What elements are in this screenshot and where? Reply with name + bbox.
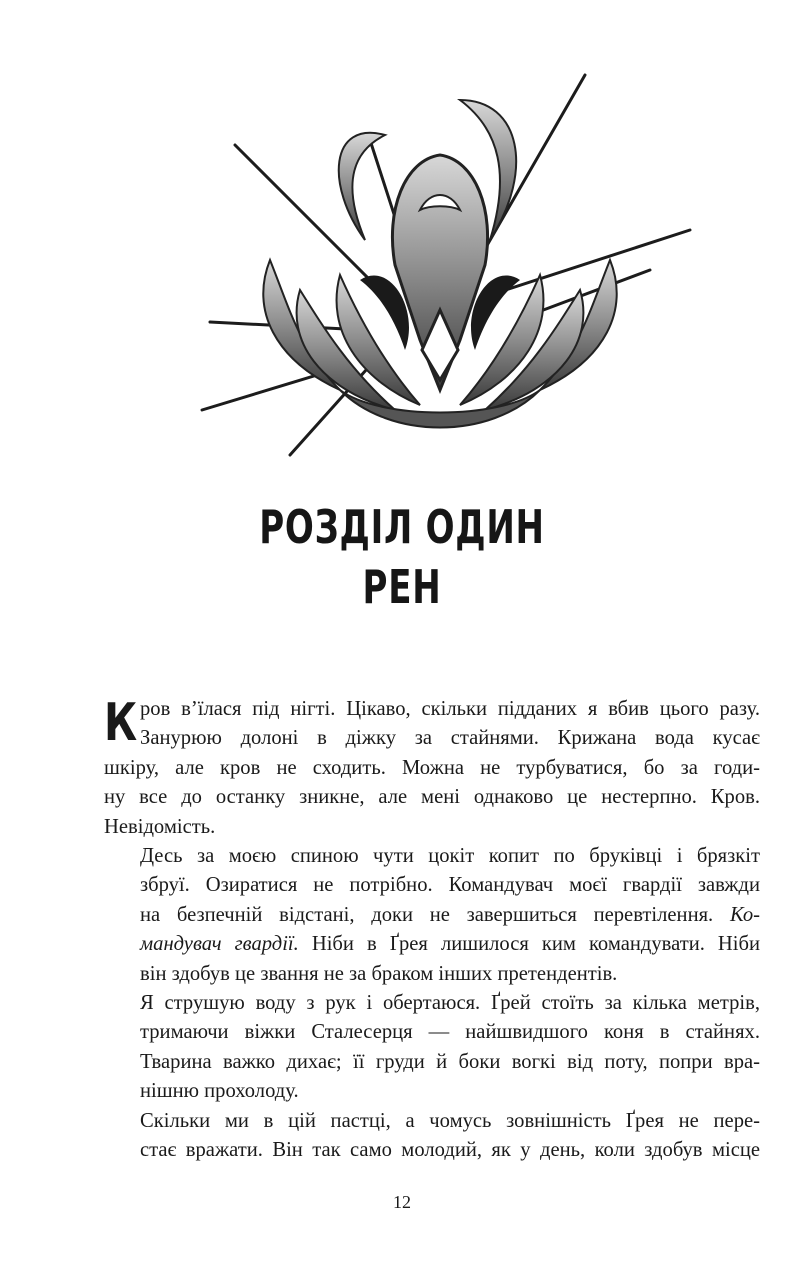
text-line: Тварина важко дихає; її груди й боки вогкі від поту, попри вра- bbox=[140, 1050, 760, 1073]
text-line: Десь за моєю спиною чути цокіт копит по бруківці і брязкіт bbox=[140, 845, 760, 868]
page-number: 12 bbox=[393, 1192, 411, 1212]
text-line: мандувач гвардії. Ніби в Ґрея лишилося ким командувати. Ніби bbox=[140, 933, 760, 956]
chapter-title: РОЗДІЛ ОДИН bbox=[259, 500, 545, 554]
italic-emphasis: Ко- bbox=[729, 903, 760, 926]
text-line: ров в’їлася під нігті. Цікаво, скільки підданих я вбив цього разу. bbox=[140, 698, 760, 720]
text-line: стає вражати. Він так само молодий, як у день, коли здобув місце bbox=[140, 1139, 760, 1162]
text-line: Я струшую воду з рук і обертаюся. Ґрей стоїть за кілька метрів, bbox=[140, 992, 760, 1015]
text-line: тримаючи віжки Сталесерця — найшвидшого коня в стайнях. bbox=[140, 1021, 760, 1044]
text-line: нішню прохолоду. bbox=[140, 1080, 299, 1103]
paragraph bbox=[104, 695, 760, 842]
text-line: шкіру, але кров не сходить. Можна не турбуватися, бо за годи- bbox=[104, 756, 760, 779]
paragraph bbox=[104, 842, 760, 989]
text-line: ну все до останку зникне, але мені однаково це нестерпно. Кров. bbox=[104, 786, 760, 809]
paragraph bbox=[104, 1107, 760, 1166]
paragraph bbox=[104, 989, 760, 1107]
text-line: збруї. Озиратися не потрібно. Командувач моєї гвардії завжди bbox=[140, 874, 760, 897]
text-line: він здобув це звання не за браком інших претендентів. bbox=[140, 962, 618, 985]
text-line: Занурюю долоні в діжку за стайнями. Крижана вода кусає bbox=[140, 727, 760, 750]
ornate-crown-crest-icon bbox=[190, 60, 710, 470]
text-line: на безпечній відстані, доки не завершиться перевтілення. Ко- bbox=[140, 903, 760, 926]
text-line: Скільки ми в цій пастці, а чомусь зовнішність Ґрея не пере- bbox=[140, 1109, 760, 1132]
text-line: Невідомість. bbox=[104, 815, 216, 838]
italic-emphasis: мандувач гвардії. bbox=[140, 933, 299, 956]
drop-cap: К bbox=[104, 693, 138, 753]
chapter-subtitle: РЕН bbox=[362, 560, 442, 614]
chapter-body bbox=[104, 695, 760, 1166]
